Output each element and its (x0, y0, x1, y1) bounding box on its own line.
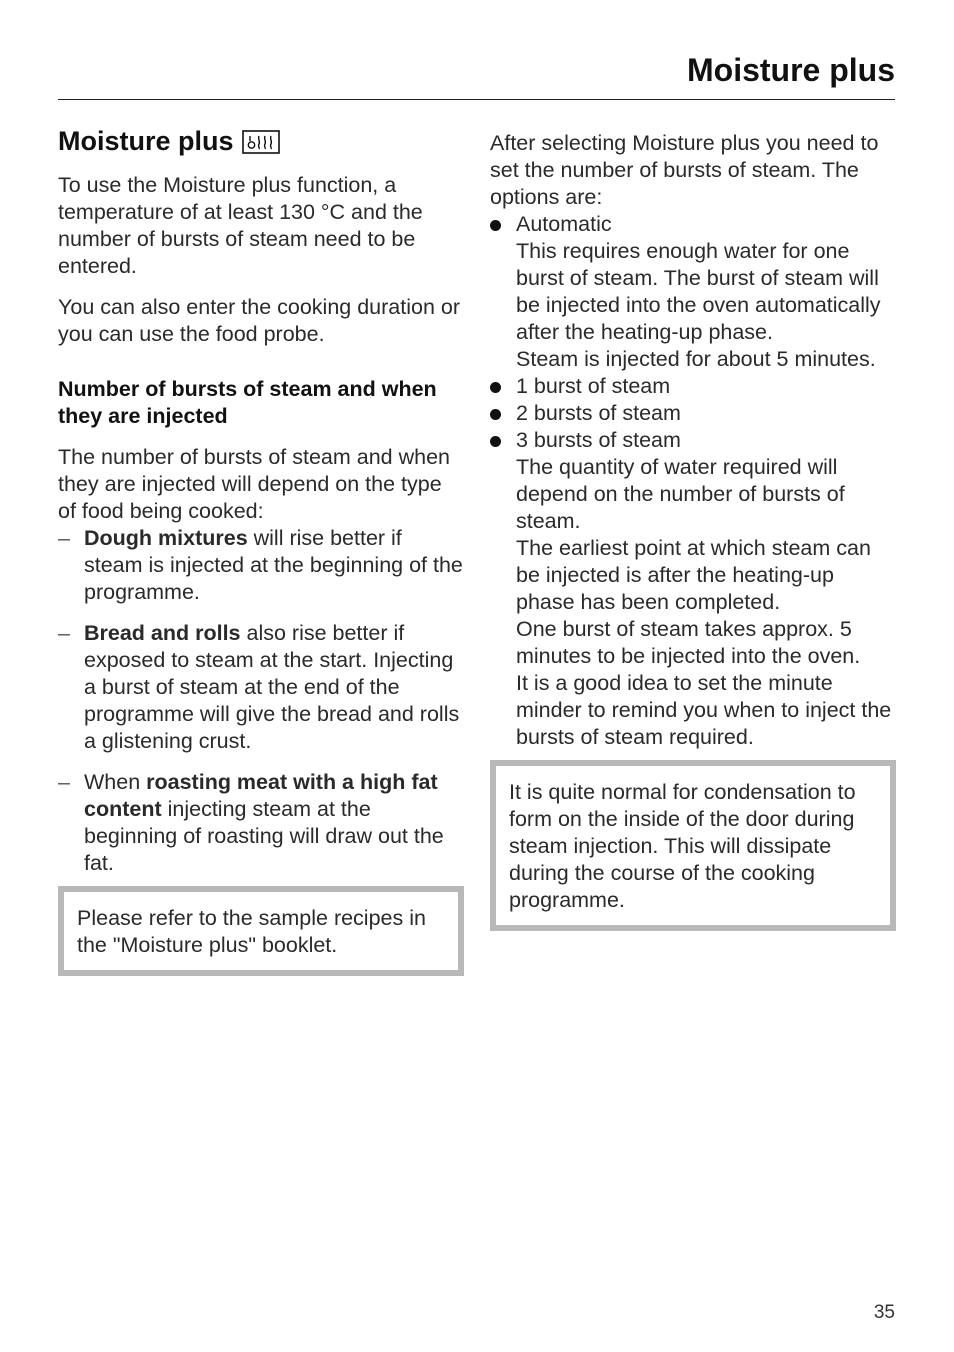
dough-text: will rise better if steam is injected at the beginning of the programme. (84, 526, 463, 604)
recipes-note-text: Please refer to the sample recipes in the "Moisture plus" booklet. (77, 906, 426, 957)
minute-minder-text: It is a good idea to set the minute minder to remind you when to inject the bursts of steam required. (516, 671, 892, 749)
list-item-3-bursts (490, 427, 896, 751)
burst-duration-text: One burst of steam takes approx. 5 minutes to be injected into the oven. (516, 617, 861, 668)
roasting-label: roasting meat with a high fat content (84, 770, 438, 821)
bursts-intro-paragraph: The number of bursts of steam and when they are injected will depend on the type of food being cooked: (58, 445, 450, 523)
roasting-text: injecting steam at the beginning of roasting will draw out the fat. (84, 797, 444, 875)
food-type-list (58, 525, 464, 877)
header-divider (58, 99, 895, 100)
bread-text: also rise better if exposed to steam at the start. Injecting a burst of steam at the end of the programme will give the bread and rolls a glistening crust. (84, 621, 460, 753)
burst-option-label: 2 bursts of steam (516, 401, 681, 425)
list-item-automatic (490, 211, 896, 373)
page-header-title: Moisture plus (686, 52, 895, 88)
bullet-marker (490, 220, 501, 231)
automatic-desc: This requires enough water for one burst of steam. The burst of steam will be injected into the oven automatically after the heating-up phase. (516, 239, 881, 344)
water-quantity-text: The quantity of water required will depend on the number of bursts of steam. (516, 455, 845, 533)
subheading-bursts: Number of bursts of steam and when they are injected (58, 377, 437, 428)
bullet-marker (490, 436, 501, 447)
burst-option-label: 1 burst of steam (516, 374, 671, 398)
page-number: 35 (873, 1302, 895, 1323)
left-column (58, 122, 464, 976)
list-item-1-burst (490, 373, 896, 400)
section-heading-text: Moisture plus (58, 126, 234, 156)
roasting-prefix: When (84, 770, 147, 794)
moisture-plus-icon (242, 130, 280, 154)
recipes-note-box (58, 886, 464, 976)
dash-marker: – (58, 621, 70, 645)
list-item-2-bursts (490, 400, 896, 427)
list-item-bread (58, 620, 464, 755)
condensation-note-text: It is quite normal for condensation to form on the inside of the door during steam injection. This will dissipate during the course of the cooking programme. (509, 780, 856, 912)
automatic-duration: Steam is injected for about 5 minutes. (516, 347, 876, 371)
bread-label: Bread and rolls (84, 621, 241, 645)
list-item-roasting (58, 769, 464, 877)
burst-option-label: 3 bursts of steam (516, 428, 681, 452)
right-column (490, 130, 896, 931)
bullet-marker (490, 382, 501, 393)
automatic-label: Automatic (516, 212, 612, 236)
section-heading (58, 122, 464, 160)
bullet-marker (490, 409, 501, 420)
bursts-option-list (490, 373, 896, 751)
earliest-point-text: The earliest point at which steam can be injected is after the heating-up phase has been completed. (516, 536, 871, 614)
list-item-dough (58, 525, 464, 606)
dash-marker: – (58, 770, 70, 794)
intro-paragraph: To use the Moisture plus function, a temperature of at least 130 °C and the number of bursts of steam need to be entered. (58, 173, 423, 278)
dough-label: Dough mixtures (84, 526, 248, 550)
automatic-option-list (490, 211, 896, 373)
dash-marker: – (58, 526, 70, 550)
cooking-duration-paragraph: You can also enter the cooking duration or you can use the food probe. (58, 295, 461, 346)
condensation-note-box (490, 760, 896, 931)
options-intro-paragraph: After selecting Moisture plus you need to set the number of bursts of steam. The options are: (490, 131, 879, 209)
